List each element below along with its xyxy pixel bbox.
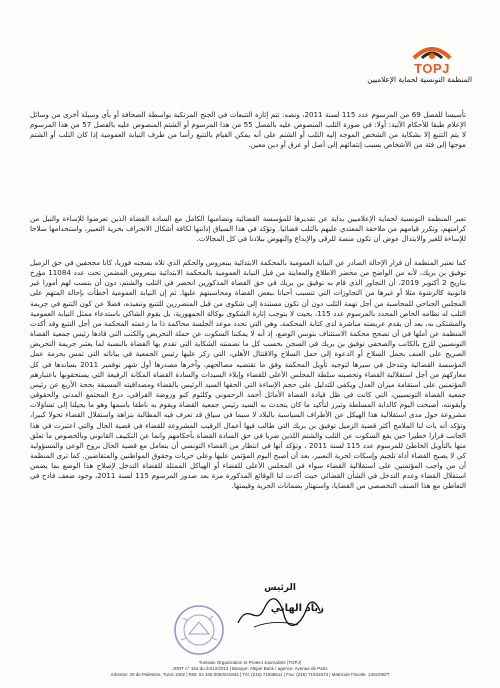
signatory-title: الرئيس: [264, 583, 296, 593]
paragraph-solidarity: تعبر المنظمة التونسية لحماية الإعلاميين بداية عن تقديرها للمؤسسة القضائية وتضامنها الكامل مع السادة القضاة الذين تعرضوا للإساءة والنيل من كرامتهم، وتكرر قيامهم من ملاحقة المعتدي عليهم بالثلب قضائيا. وتؤكد في هذا السياق إدانتها لكافة أشكال الانحراف بحرية التعبير، واستخدامها سلاحا للإساءة للغير والابتذال عوض أن تكون منصة للرقي والإبداع والنهوض ببلادنا في كل المجالات.: [30, 214, 466, 244]
footer-registration: JORT n° 154 du 24/12/2013 | Banque: Attijari Bank / agence: Avenue de Paris: [172, 666, 328, 671]
organization-name: المنظمة التونسية لحماية الإعلاميين: [367, 75, 472, 84]
footer-org-name: Tunisian Organization to Protect Journalists (TOPJ): [198, 660, 302, 665]
signatory-name: زياد الهاني: [270, 603, 324, 614]
topj-emblem-icon: [410, 38, 454, 62]
page-footer: [40, 660, 460, 678]
organization-logo: [367, 38, 472, 96]
footer-contact: Adresse: 20 de Palestine, Tunis 1002 | RIB: 04 105 0063241844 | Tél: (216) 71938611 | Fax: (216) 71931673 | Matricule Fiscale: 1402290/T: [110, 672, 390, 677]
handwritten-signature-icon: [234, 593, 324, 633]
logo-text: TOPJ: [414, 61, 450, 76]
paragraph-position: كما تعتبر المنظمة أن قرار الإحالة الصادر عن النيابة العمومية بالمحكمة الابتدائية ببنعروس والحكم الذي تلاه بسجنه فوريا، كانا مجحفين في حق الزميل توفيق بن بريك، لأنه من الواضح من محضر الاطلاع والمعاينة من قبل النيابة العمومية بالمحكمة الابتدائية ببنعروس المضمن تحت عدد 11084 مؤرخ بتاريخ 2 أكتوبر 2019، أن التجاوز الذي قام به توفيق بن بريك في حق القضاة المذكورين انحصر في الثلب والشتم، دون أن ينسب لهم أمورا غير قانونية كالرشوة مثلا أو غيرها من التجاوزات التي تتسبب أحيانا ببعض القضاة ومحاسبتهم عليها. ثم إن النيابة العمومية أخطأت بإحالة المتهم على المجلس الجناحي للمحاسبة من أجل تهمة الثلب دون أن تكون مستندة إلى شكوى من قبل المتضررين للتتبع وتنفيذه، فضلا عن كون التتبع في جريمة الثلب له نظامه الخاص المحدد بالمرسوم عدد 115، بحيث لا يتوجب إثارة الشكوى بوكالة الجمهورية، بل يقوم الشاكي باستدعاء ممثل النيابة العمومية والمشتكى به، بعد أن يقدم عريضته مباشرة لدى كتابة المحكمة، وهي التي تحدد موعد الجلسة محاكمة ذا ما زعمته المحكمة من أجل التتبع وقد أكدت المنظمة عن أملها في أن تصحح محكمة الاستئناف بتونس الوضع، إذ أنه لا يمكننا السكوت عن حملة التحريض والكتب التي قادها رئيس جمعية القضاة التونسيين للزج بالكاتب والصحفي توفيق بن بريك في السجن بحسب كل ما تضمنته الشكاية التي تقدم بها القضاة بالنسبة لما يعتبر جريمة التحريض الصريح على العنف بحمل السلاح أو الدعوة إلى حمل السلاح والاقتتال الأهلي، التي ركز عليها رئيس الجمعية في بياناته التي تمس بحرمة عمل المؤسسة القضائية وتتدخل في سيرها لتوجيه تأويل المحكمة وفق ما تقتضيه مصالحهم، وآخرها مصدرها أول شهر نوفمبر 2011 بساندها في كل معاركهم من أجل استقلالية القضاء وتحصينه سلطة المجلس الأعلى للقضاء وإبلاء السيدات والسادة القضاة المكانة الرفيعة التي يستحقونها باعتبارهم المؤتمنين على استقامة ميزان العدل ويكفي للتدليل على حجم الإساءة التي الحقها السيد الرئيس بالقضاء ومصداقيته المسبقة بحجة الأربع عن رئيس جمعية القضاة التونسيين، التي كانت في ظل قيادة القضاة الأماثل أحمد الرحموني وكلثوم كنو وروضة القرافي، درع المجتمع المدني والحقوقي وأيقونته، أصبحت اليوم كالدابة المسلطة وتبرز لتأكيد ما كان يتحدث به السيد رئيس جمعية القضاة ويقوم به ناطقا باسمها وهو ما يحيلنا إلى تساؤلات مشروعة حول مدى استقلالية هذا الهيكل عن الأطراف السياسية بالبلاد لا سيما في سياق قد تعرف فيه المطالبة بنزاهة واستقلال القضاء تحولا كبيرا، وتؤكد أنه بات لنا الملامح أكثر قضية الزميل توفيق بن بريك التي طالب فيها أعمال الرقيب المشروعة للقضاء في قضية الحال والتي اعتبرت في هذا الجانب قرارا خطيرا حين يقع السكوت عن الثلب والشتم اللذين ضربا في حق السادة القضاة بأحكامهم وانما عن التكييف القانوني وبالخصوص ما تعلق منها بالتأويل الخاطئ للمرسوم عدد 115 لسنة 2011 ، وتؤكد أنها في انتظار من القضاء التونسي أن يتعامل مع قضية الحال بروح الوعي والمسؤولية كي لا يصبح القضاء أداة تلجيم وإسكات لحرية التعبير، بعد أن أصبح اليوم المؤتمن عليها وعلى حريات وحقوق المواطنين والمتقاضين. كما ترى المنظمة أن من واجب المؤتمنين على استقلالية القضاء سواء في المجلس الأعلى للقضاء أو الهياكل الممثلة للقضاة التدخل لإصلاح هذا الوضع بما يضمن استقلال القضاء وعدم التدخل في الشأن القضائي حيث أكدت لنا الوقائع المذكورة مرة بعد صدور المرسوم 115 لسنة 2011، وجود ضعف فادح في التعاطي مع هذا الصنف التخصصي من القضايا، واستهتار بضمانات الحرية وقيمتها.: [30, 258, 466, 491]
signature-block: [190, 583, 330, 639]
paragraph-legal-basis: تأسيسا للفصل 69 من المرسوم عدد 115 لسنة 2011، ونصه: تتم إثارة التتبعات في الجنح المرتكبة بواسطة الصحافة أو بأي وسيلة أخرى من وسائل الإعلام طبقا للأحكام الآتية: أولا: في صورة الثلب المنصوص عليه بالفصل 55 من هذا المرسوم أو الشتم المنصوص عليه بالفصل 57 من هذا المرسوم لا يتم التتبع إلا بشكاية من الشخص الموجه إليه الثلب أو الشتم على أنه يمكن القيام بالتتبع رأسا من طرف النيابة العمومية إذا كان الثلب أو الشتم موجها إلى فئة من الأشخاص بسبب إنتمائهم إلى أصل أو عرق أو دين معين.: [30, 110, 466, 150]
